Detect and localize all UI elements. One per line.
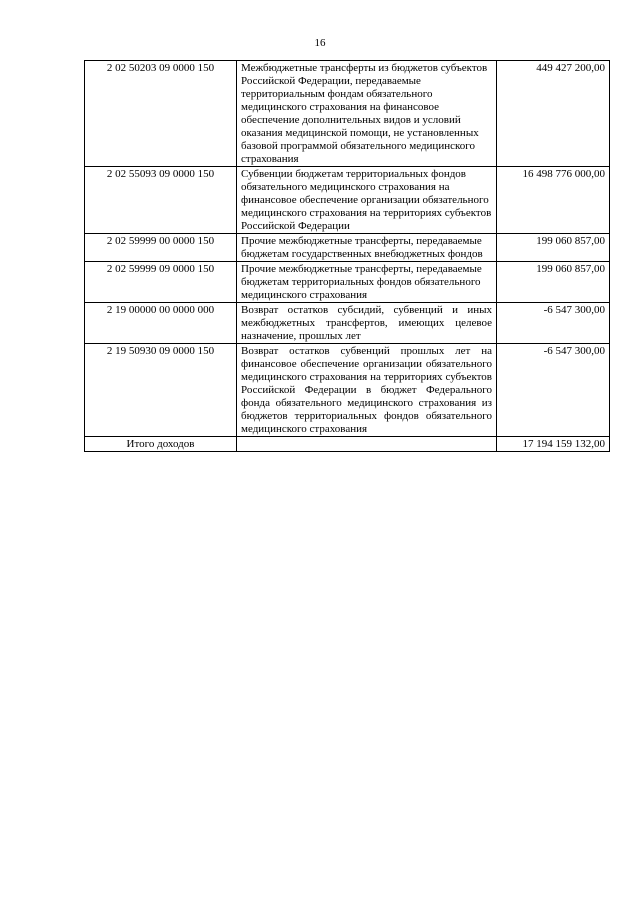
budget-code: 2 02 50203 09 0000 150 <box>85 61 237 167</box>
revenue-name: Прочие межбюджетные трансферты, передаваемые бюджетам государственных внебюджетных фондов <box>237 234 497 262</box>
revenue-amount: -6 547 300,00 <box>497 344 610 437</box>
table-row <box>85 234 610 262</box>
table-row <box>85 344 610 437</box>
total-amount: 17 194 159 132,00 <box>497 437 610 452</box>
budget-code: 2 02 55093 09 0000 150 <box>85 167 237 234</box>
budget-code: 2 19 00000 00 0000 000 <box>85 303 237 344</box>
table-row <box>85 262 610 303</box>
table-row <box>85 303 610 344</box>
revenue-table <box>84 60 610 452</box>
budget-code: 2 02 59999 00 0000 150 <box>85 234 237 262</box>
revenue-name: Межбюджетные трансферты из бюджетов субъектов Российской Федерации, передаваемые территориальным фондам обязательного медицинского страхования на финансовое обеспечение дополнительных видов и условий оказания медицинской помощи, не установленных базовой программой обязательного медицинского страхования <box>237 61 497 167</box>
page-number: 16 <box>314 37 326 49</box>
total-name <box>237 437 497 452</box>
revenue-amount: 199 060 857,00 <box>497 234 610 262</box>
total-row <box>85 437 610 452</box>
revenue-amount: 16 498 776 000,00 <box>497 167 610 234</box>
table-row <box>85 61 610 167</box>
table-row <box>85 167 610 234</box>
revenue-name: Возврат остатков субвенций прошлых лет на финансовое обеспечение организации обязательного медицинского страхования на территориях субъектов Российской Федерации в бюджет Федерального фонда обязательного медицинского страхования из бюджетов территориальных фондов обязательного медицинского страхования <box>237 344 497 437</box>
revenue-amount: 449 427 200,00 <box>497 61 610 167</box>
revenue-amount: 199 060 857,00 <box>497 262 610 303</box>
total-label: Итого доходов <box>85 437 237 452</box>
revenue-name: Возврат остатков субсидий, субвенций и иных межбюджетных трансфертов, имеющих целевое назначение, прошлых лет <box>237 303 497 344</box>
revenue-name: Прочие межбюджетные трансферты, передаваемые бюджетам территориальных фондов обязательного медицинского страхования <box>237 262 497 303</box>
budget-code: 2 02 59999 09 0000 150 <box>85 262 237 303</box>
revenue-amount: -6 547 300,00 <box>497 303 610 344</box>
revenue-name: Субвенции бюджетам территориальных фондов обязательного медицинского страхования на финансовое обеспечение организации обязательного медицинского страхования на территориях субъектов Российской Федерации <box>237 167 497 234</box>
budget-code: 2 19 50930 09 0000 150 <box>85 344 237 437</box>
